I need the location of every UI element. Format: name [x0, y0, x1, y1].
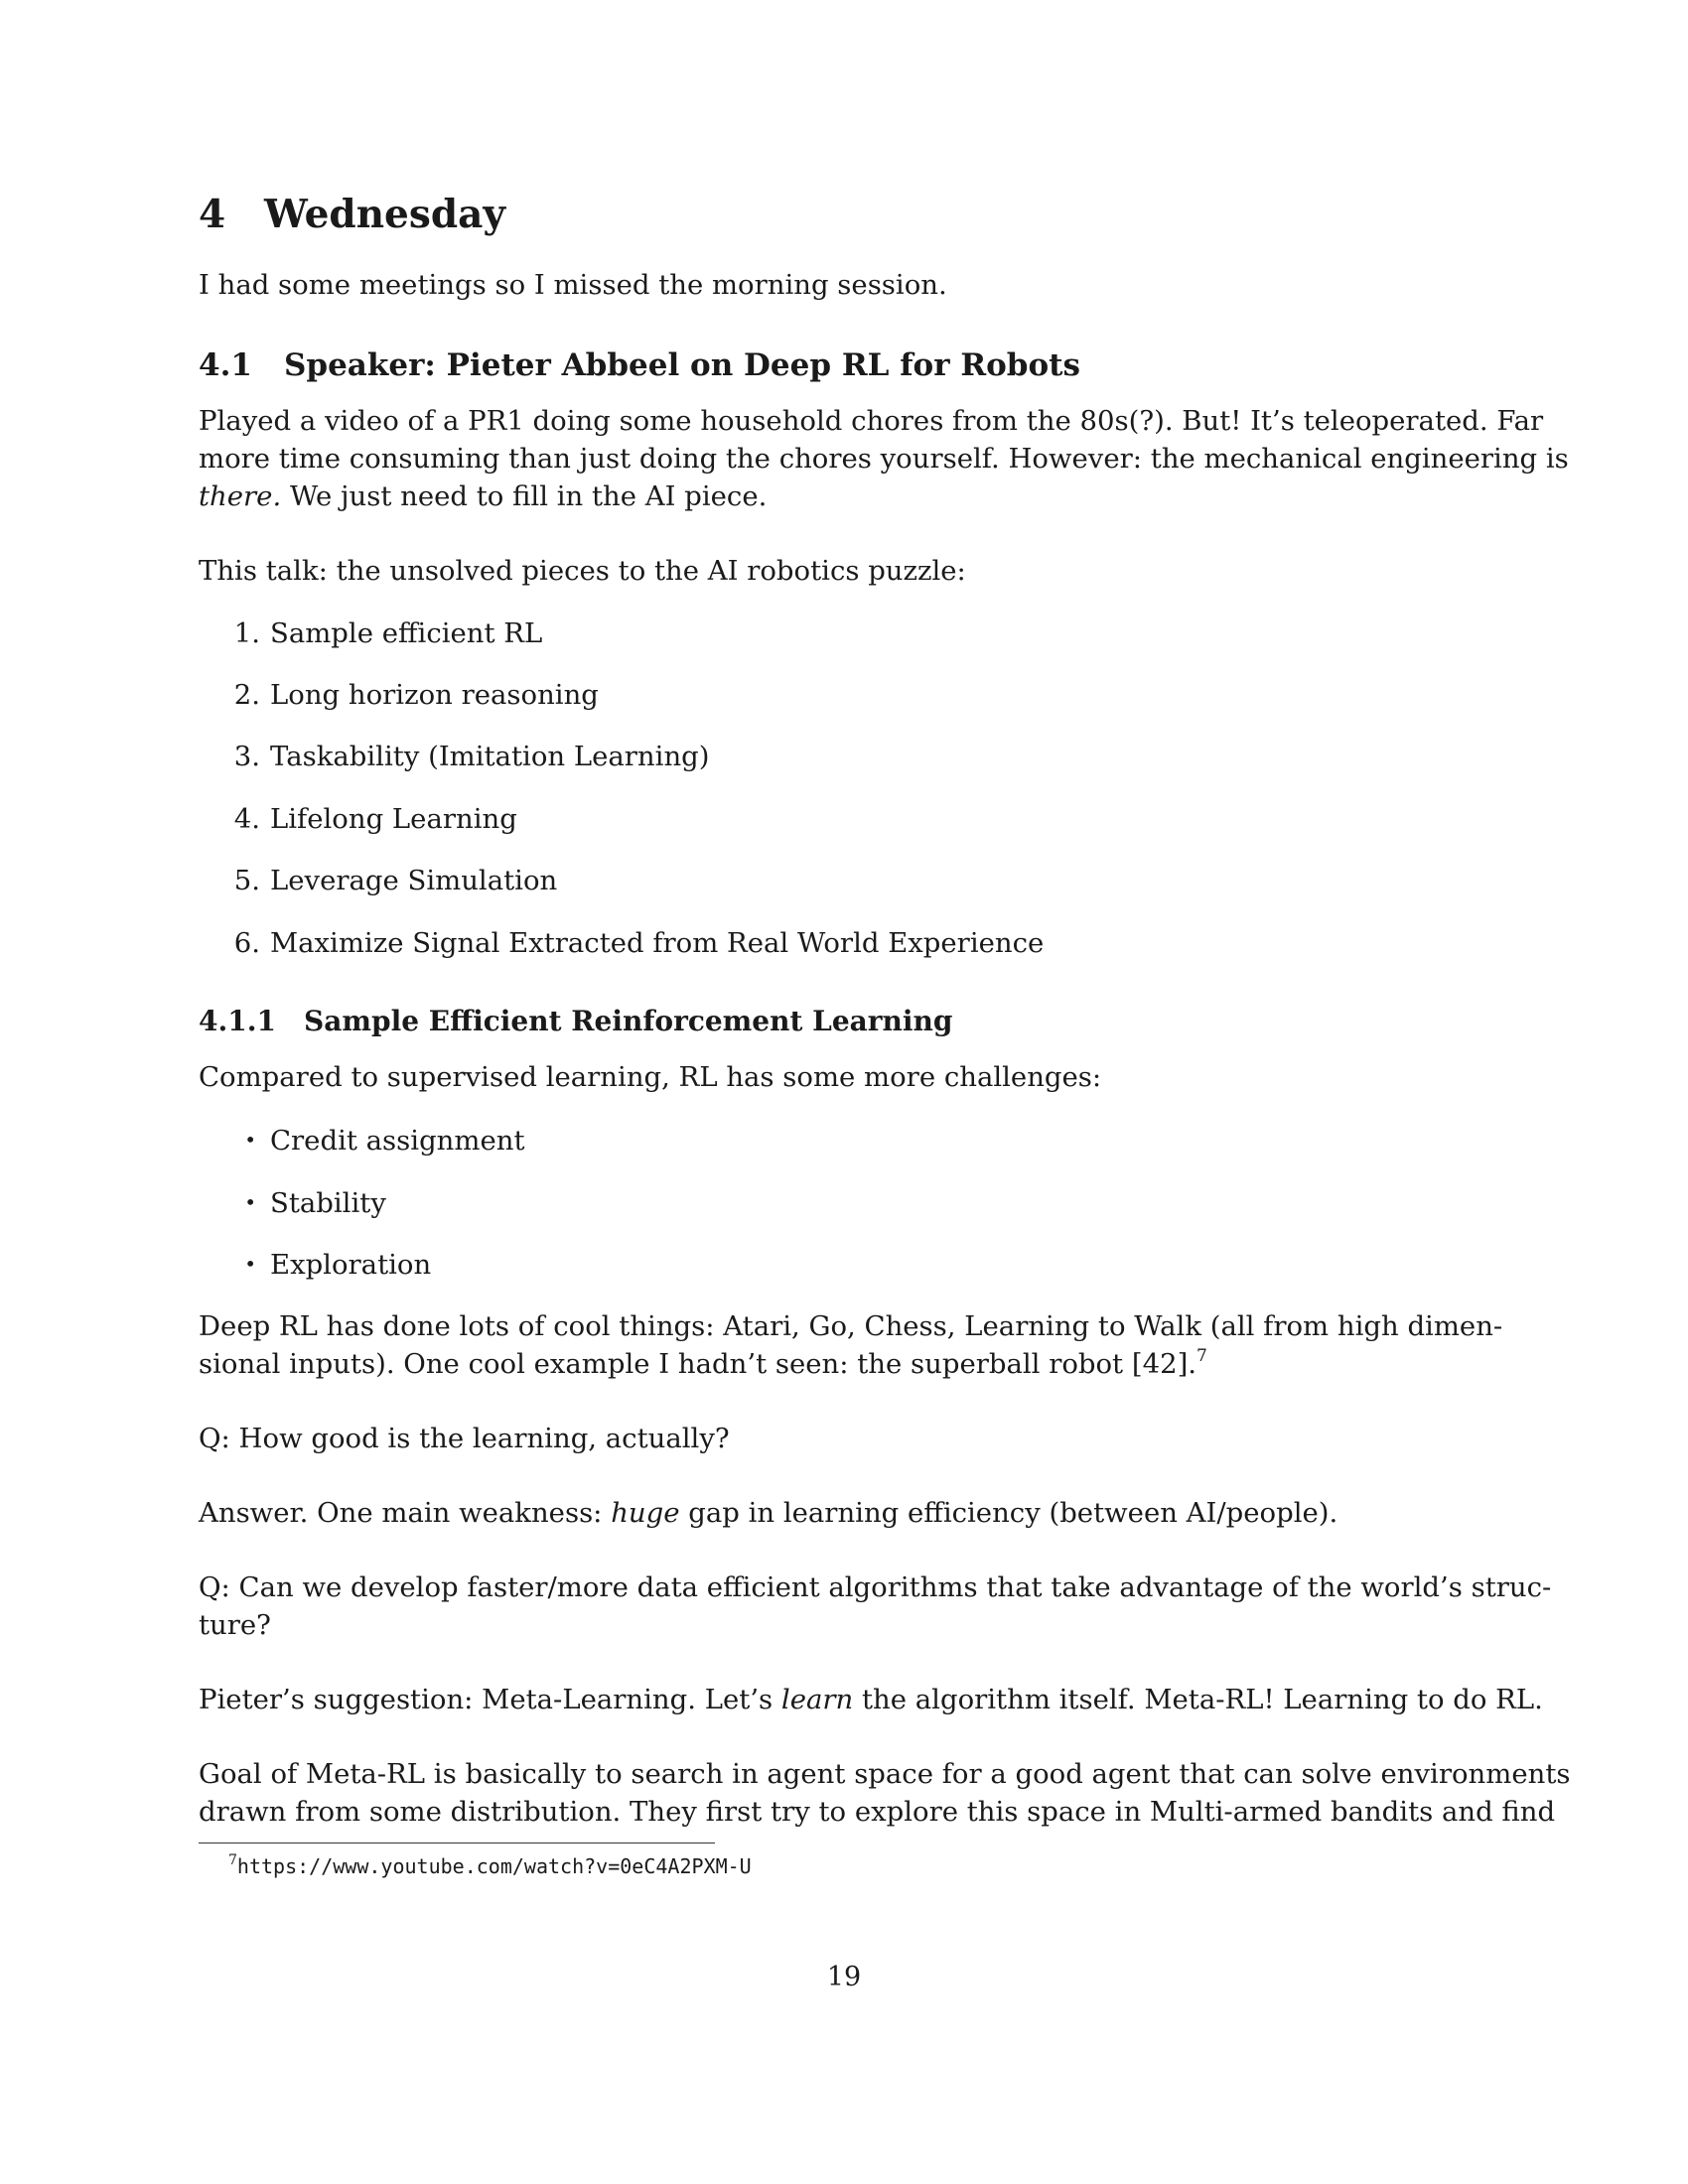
intro-paragraph: I had some meetings so I missed the morning session.: [199, 269, 947, 301]
paragraph-line: Played a video of a PR1 doing some household chores from the 80s(?). But! It’s teleoperated. Far: [199, 405, 1544, 437]
paragraph-text: Pieter’s suggestion: Meta-Learning. Let’s: [199, 1684, 781, 1715]
footnote: [228, 1852, 752, 1880]
list-item-text: Sample efficient RL: [270, 617, 543, 649]
subsubsection-number: 4.1.1: [199, 1005, 276, 1037]
paragraph-text: Answer. One main weakness:: [199, 1497, 612, 1529]
list-item: [199, 800, 517, 838]
subsubsection-title: Sample Efficient Reinforcement Learning: [304, 1005, 953, 1037]
bullet-marker: •: [244, 1128, 256, 1152]
section-heading: [199, 191, 505, 238]
list-item-text: Leverage Simulation: [270, 865, 558, 896]
subsection-heading: [199, 345, 1080, 385]
list-item: [199, 738, 709, 775]
footnote-reference[interactable]: 7: [1196, 1346, 1207, 1366]
list-marker: 6.: [233, 927, 260, 959]
paragraph-answer: [199, 1494, 1489, 1532]
list-item-text: Exploration: [270, 1249, 432, 1281]
bullet-marker: •: [244, 1190, 256, 1214]
list-item-text: Taskability (Imitation Learning): [270, 741, 710, 772]
list-item: [199, 924, 1044, 962]
list-marker: 2.: [233, 679, 260, 711]
list-marker: 1.: [233, 617, 260, 649]
list-item: [199, 676, 599, 714]
subsection-number: 4.1: [199, 347, 252, 383]
emphasis-learn: learn: [780, 1684, 854, 1715]
list-item: [199, 862, 557, 899]
subsection-title: Speaker: Pieter Abbeel on Deep RL for Robots: [284, 347, 1080, 383]
emphasis-huge: huge: [611, 1497, 680, 1529]
paragraph-rl-challenges: Compared to supervised learning, RL has some more challenges:: [199, 1061, 1102, 1093]
paragraph-line: [199, 478, 1489, 515]
list-item-text: Stability: [270, 1187, 386, 1219]
paragraph-text: We just need to fill in the AI piece.: [281, 480, 768, 512]
paragraph-talk-overview: This talk: the unsolved pieces to the AI robotics puzzle:: [199, 555, 966, 587]
list-item: [199, 1245, 431, 1284]
paragraph-deep-rl: [199, 1307, 1503, 1383]
list-item-text: Credit assignment: [270, 1125, 525, 1157]
list-item: [199, 1183, 386, 1222]
footnote-mark: 7: [228, 1852, 237, 1868]
list-item-text: Maximize Signal Extracted from Real World Experience: [270, 927, 1045, 959]
paragraph-line: ture?: [199, 1609, 271, 1641]
paragraph-pr1-video: [199, 402, 1569, 515]
emphasis-there: there.: [199, 480, 282, 512]
list-item-text: Lifelong Learning: [270, 803, 517, 835]
page-number: 19: [826, 1962, 862, 1992]
list-marker: 3.: [233, 741, 260, 772]
paragraph-text: sional inputs). One cool example I hadn’t seen: the superball robot [42].: [199, 1348, 1197, 1380]
section-number: 4: [199, 192, 226, 237]
list-marker: 4.: [233, 803, 260, 835]
footnote-url[interactable]: https://www.youtube.com/watch?v=0eC4A2PXM-U: [236, 1854, 752, 1878]
section-title: Wednesday: [264, 192, 506, 237]
paragraph-line: [199, 1345, 1489, 1383]
bullet-marker: •: [244, 1252, 256, 1276]
list-item: [199, 1121, 525, 1160]
subsubsection-heading: [199, 1003, 953, 1040]
paragraph-text: gap in learning efficiency (between AI/people).: [679, 1497, 1338, 1529]
paragraph-line: Deep RL has done lots of cool things: Atari, Go, Chess, Learning to Walk (all from high dimen-: [199, 1310, 1503, 1342]
list-item: [199, 614, 542, 652]
list-item-text: Long horizon reasoning: [270, 679, 599, 711]
list-marker: 5.: [233, 865, 260, 896]
paragraph-text: the algorithm itself. Meta-RL! Learning to do RL.: [853, 1684, 1543, 1715]
paragraph-line: more time consuming than just doing the chores yourself. However: the mechanical engineering is: [199, 443, 1569, 475]
paragraph-suggestion: [199, 1681, 1543, 1718]
paragraph-line: Q: Can we develop faster/more data efficient algorithms that take advantage of the world’s struc-: [199, 1571, 1552, 1603]
paragraph-meta-rl-goal: [199, 1755, 1571, 1831]
paragraph-line: Goal of Meta-RL is basically to search in agent space for a good agent that can solve environments: [199, 1758, 1571, 1790]
paragraph-question-1: Q: How good is the learning, actually?: [199, 1423, 730, 1454]
paragraph-line: drawn from some distribution. They first try to explore this space in Multi-armed bandits and find: [199, 1796, 1556, 1828]
paragraph-question-2: [199, 1569, 1552, 1644]
document-page: [199, 0, 1571, 2184]
